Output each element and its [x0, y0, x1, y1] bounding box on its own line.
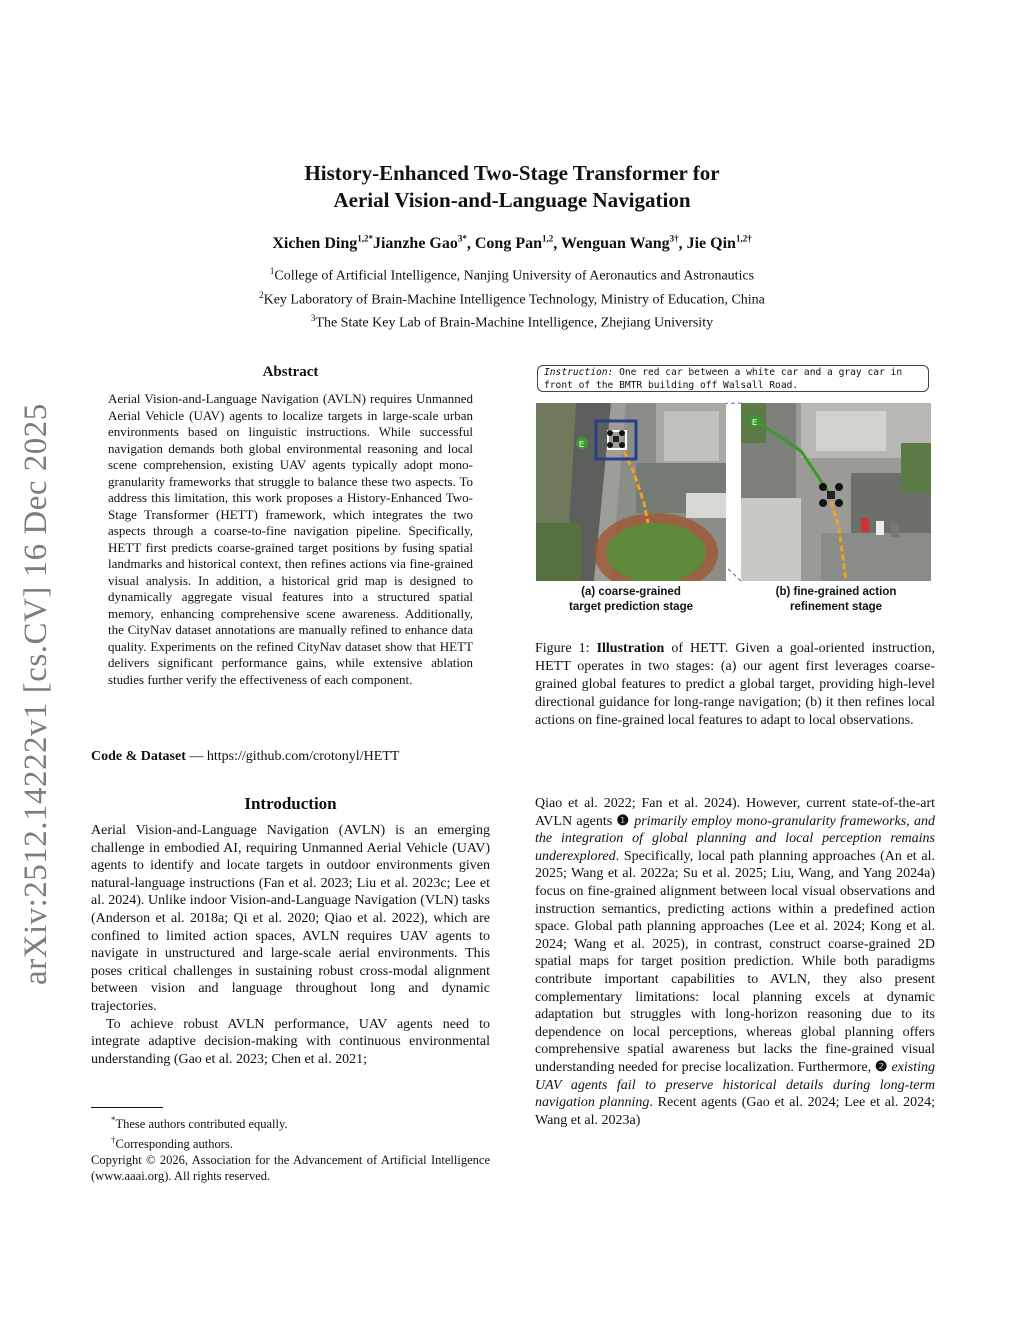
intro-paragraph-2: To achieve robust AVLN performance, UAV agents need to integrate adaptive decision-making with continuous environmental understanding (Gao et al. 2023; Chen et al. 2021; — [91, 1016, 490, 1067]
panel-b-aerial-image — [741, 403, 931, 581]
aerial-map-b — [741, 403, 931, 581]
subcaption-a: (a) coarse-grained target prediction stage — [569, 586, 693, 613]
right-column-text — [535, 795, 935, 1129]
abstract-text: Aerial Vision-and-Language Navigation (AVLN) requires Unmanned Aerial Vehicle (UAV) agents to localize targets in large-scale urban environments based on linguistic instructions. While successful navigation demands both global environmental reasoning and local scene comprehension, existing UAV agents typically adopt mono-granularity frameworks that struggle to balance these two aspects. To address this limitation, this work proposes a History-Enhanced Two-Stage Transformer (HETT) framework, which integrates the two aspects through a coarse-to-fine navigation pipeline. Specifically, HETT first predicts coarse-grained target positions by fusing spatial landmarks and historical context, then refines actions via fine-grained visual analysis. In addition, a historical grid map is designed to dynamically aggregate visual features into a structured spatial memory, enhancing comprehensive scene awareness. Additionally, the CityNav dataset annotations are manually refined to enhance data quality. Experiments on the refined CityNav dataset show that HETT delivers significant performance gains, while extensive ablation studies further verify the effectiveness of each component. — [108, 391, 473, 687]
author: Xichen Ding$^{1,2*}$ — [272, 234, 373, 253]
panel-a-aerial-image — [536, 403, 726, 581]
code-dataset-line: Code & Dataset — https://github.com/crotonyl/HETT — [91, 749, 400, 764]
affiliation: $^2$Key Laboratory of Brain-Machine Intelligence Technology, Ministry of Education, China — [259, 289, 765, 308]
bullet-two-icon: ❷ — [874, 1059, 888, 1075]
figure-1 — [534, 363, 936, 625]
footnote-corresponding: †Corresponding authors. — [111, 1135, 233, 1152]
instruction-label: Instruction: — [544, 367, 614, 378]
paper-title — [0, 160, 1024, 214]
intro-paragraph-1: Aerial Vision-and-Language Navigation (AVLN) is an emerging challenge in embodied AI, requiring Unmanned Aerial Vehicle (UAV) agents to identify and locate targets in outdoor environments given natural-language instructions (Fan et al. 2023; Liu et al. 2023c; Lee et al. 2024). Unlike indoor Vision-and-Language Navigation (VLN) tasks (Anderson et al. 2018a; Qi et al. 2020; Qiao et al. 2022), which are confined to limited action spaces, AVLN requires UAV agents to navigate in unstructured and large-scale aerial environments. This poses critical challenges in sustaining robust cross-modal alignment between vision and language throughout long and dynamic trajectories. — [91, 823, 490, 1014]
copyright-notice: Copyright © 2026, Association for the Advancement of Artificial Intelligence (www.aaai.org). All rights reserved. — [91, 1153, 490, 1184]
footnote-rule — [91, 1107, 163, 1108]
footnote-equal: *These authors contributed equally. — [111, 1115, 288, 1132]
footnotes — [91, 1112, 490, 1184]
subcaption-b: (b) fine-grained action refinement stage — [775, 586, 897, 613]
right-paragraph: Qiao et al. 2022; Fan et al. 2024). However, current state-of-the-art AVLN agents ❶ primarily employ mono-granularity frameworks, and the integration of global planning and local perception remains underexplored. Specifically, local path planning approaches (An et al. 2025; Wang et al. 2022a; Su et al. 2025; Liu, Wang, and Yang 2024a) focus on fine-grained alignment between local visual observations and instruction semantics, predicting actions within a predefined action space. Global path planning approaches (Lee et al. 2024; Kong et al. 2024; Wang et al. 2025), in contrast, construct coarse-grained 2D spatial maps for target position prediction. While both paradigms contribute important capabilities to AVLN, they also present complementary limitations: local planning excels at dynamic adaptation but struggles with long-horizon reasoning due to its dependence on local perceptions, whereas global planning offers comprehensive spatial awareness but lacks the fine-grained visual understanding needed for precise localization. Furthermore, ❷ existing UAV agents fail to preserve historical details during long-term navigation planning. Recent agents (Gao et al. 2024; Lee et al. 2024; Wang et al. 2023a) — [535, 796, 936, 1128]
affiliation: $^1$College of Artificial Intelligence, Nanjing University of Aeronautics and Astronautics — [269, 266, 755, 284]
aerial-map-a — [536, 403, 726, 581]
bullet-one-icon: ❶ — [616, 813, 630, 829]
code-dataset-link[interactable]: https://github.com/crotonyl/HETT — [206, 749, 400, 764]
author: Wenguan Wang$^{3\dagger}$ — [560, 234, 679, 253]
author-list: Xichen Ding$^{1,2*}$Jianzhe Gao$^{3*}$, Cong Pan$^{1,2}$, Wenguan Wang$^{3\dagger}$, Jie Qin$^{1,2\dagger}$ — [272, 234, 752, 253]
endpoint-marker-a-label: E — [579, 440, 585, 449]
abstract-heading: Abstract — [262, 364, 319, 380]
endpoint-marker-b-label: E — [752, 418, 758, 427]
author: Jie Qin$^{1,2\dagger}$ — [686, 234, 752, 253]
figure-1-caption: Figure 1: Illustration of HETT. Given a goal-oriented instruction, HETT operates in two stages: (a) our agent first leverages coarse-grained global features to predict a global target, providing high-level directional guidance for long-range navigation; (b) it then refines local actions on fine-grained local features to adapt to local observations. — [535, 641, 935, 728]
affiliations — [0, 262, 1024, 333]
title-line-1: History-Enhanced Two-Stage Transformer for — [304, 161, 720, 185]
arxiv-stamp: arXiv:2512.14222v1 [cs.CV] 16 Dec 2025 — [18, 403, 54, 985]
affiliation: $^3$The State Key Lab of Brain-Machine Intelligence, Zhejiang University — [310, 313, 714, 331]
author: Jianzhe Gao$^{3*}$ — [372, 234, 467, 253]
instruction-text: One red car between a white car and a gray car in front of the BMTR building off Walsall Road. — [544, 367, 903, 391]
intro-body — [91, 822, 490, 1068]
author: Cong Pan$^{1,2}$ — [474, 234, 554, 253]
code-dataset-label: Code & Dataset — [91, 749, 186, 764]
title-line-2: Aerial Vision-and-Language Navigation — [333, 188, 691, 212]
section-heading-introduction: Introduction — [244, 794, 337, 813]
